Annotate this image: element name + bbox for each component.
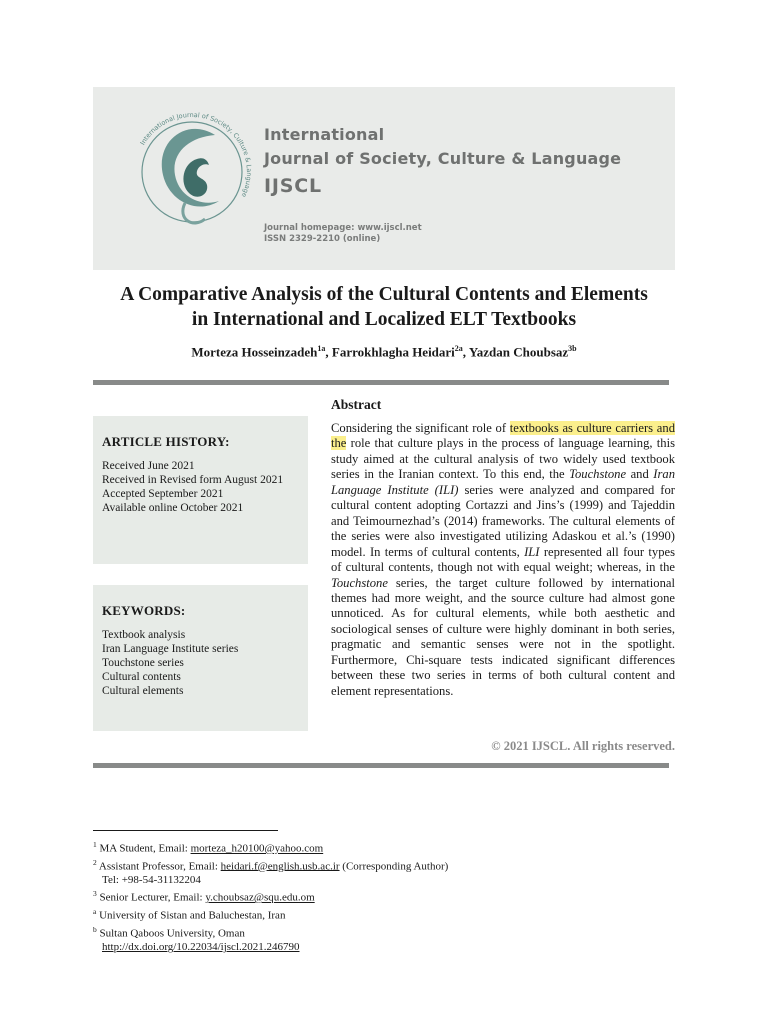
abstract-segment: Considering the significant role of [331,421,510,435]
keywords-heading: KEYWORDS: [102,603,186,618]
journal-abbreviation: IJSCL [264,175,322,197]
footnote-mark: 2 [93,857,97,867]
abstract-heading: Abstract [331,397,382,412]
footnote-text: Assistant Professor, Email: [96,860,221,873]
abstract-emphasis: Touchstone [331,575,388,590]
footnote-3 [93,887,693,905]
footnote-mark: b [93,924,97,934]
email-link[interactable]: morteza_h20100@yahoo.com [190,842,324,855]
keyword-item: Textbook analysis [102,629,186,641]
email-link[interactable]: heidari.f@english.usb.ac.ir [220,860,340,873]
logo-ring-text: International Journal of Society, Culture & Language [138,110,254,199]
abstract-emphasis: Touchstone [569,467,627,482]
keyword-item: Cultural contents [102,671,181,683]
author-list [84,344,684,360]
footnote-text: Senior Lecturer, Email: [96,891,206,904]
abstract-segment: series, the target culture followed by international themes had more weight, and the source culture had almost gone unnoticed. As for cultural elements, while both aesthetic and sociological senses of culture were highly dominant in both series, pragmatic and semantic senses were not in the spotlight. Furthermore, Chi-square tests indicated significant differences between these two series in terms of both cultural content and element representations. [331,575,675,698]
highlighted-text[interactable]: textbooks as culture carriers and the [331,421,675,451]
abstract-emphasis: Iran Language Institute (ILI) [331,467,675,497]
footnote-text: MA Student, Email: [96,842,191,855]
abstract-segment: series were analyzed and compared for cultural content adopting Cortazzi and Jins’s (1999) and Tajeddin and Teimournezhad’s (2014) frameworks. The cultural elements of the series were also investigated utilizing Adaskou et al.’s (1990) model. In terms of cultural contents, [331,482,675,559]
author-affiliation-mark: 2a [454,344,463,353]
abstract-segment: represented all four types of cultural contents, though not with equal weight; whereas, in the [331,544,675,575]
article-history-list [102,459,283,515]
journal-name-line1: International [264,125,385,144]
copyright-notice: © 2021 IJSCL. All rights reserved. [491,739,675,753]
author-affiliation-mark: 3b [568,344,577,353]
doi-link[interactable]: http://dx.doi.org/10.22034/ijscl.2021.246790 [102,941,300,954]
footnote-text: (Corresponding Author) [339,860,449,873]
history-item: Accepted September 2021 [102,488,224,500]
author-separator: , [325,344,332,360]
footnote-b [93,923,693,941]
history-item: Received June 2021 [102,460,195,472]
footnote-telephone: Tel: +98-54-31132204 [102,874,201,887]
journal-logo-icon [127,107,257,237]
footnote-divider [93,830,278,831]
abstract-emphasis: ILI [524,544,540,559]
paper-title [84,282,684,332]
abstract-segment: role that culture plays in the process of language learning, this study aimed at the cultural analysis of two widely used textbook series in the Iranian context. To this end, the [331,436,675,482]
author-name: Farrokhlagha Heidari [331,344,455,360]
journal-issn: ISSN 2329-2210 (online) [264,234,381,244]
author-name: Yazdan Choubsaz [468,344,569,360]
footnote-mark: a [93,906,97,916]
history-item: Available online October 2021 [102,502,244,514]
history-item: Received in Revised form August 2021 [102,474,284,486]
journal-name-line2: Journal of Society, Culture & Language [264,149,622,168]
section-divider-bottom [93,763,669,768]
article-history-heading: ARTICLE HISTORY: [102,434,230,449]
footnote-a [93,905,693,923]
author-affiliation-mark: 1a [317,344,326,353]
footnote-2 [93,856,693,874]
footnote-text: Sultan Qaboos University, Oman [96,927,245,940]
article-history-box [93,416,308,564]
paper-title-line1: A Comparative Analysis of the Cultural Contents and Elements [120,284,648,305]
keyword-item: Iran Language Institute series [102,643,239,655]
footnote-mark: 1 [93,840,97,849]
journal-homepage: Journal homepage: www.ijscl.net [264,223,422,233]
footnote-mark: 3 [93,889,97,899]
author-separator: , [462,344,469,360]
author-name: Morteza Hosseinzadeh [191,344,318,360]
footnote-text: University of Sistan and Baluchestan, Iran [96,909,286,922]
keywords-box [93,585,308,731]
keywords-list [102,628,238,698]
abstract-text [331,421,675,699]
keyword-item: Touchstone series [102,657,184,669]
journal-banner [93,87,675,270]
paper-title-line2: in International and Localized ELT Textbooks [191,309,577,330]
footnote-doi [93,940,693,954]
keyword-item: Cultural elements [102,685,184,697]
footnotes [93,838,693,954]
abstract-segment: and [626,467,654,482]
footnote-1 [93,838,693,856]
section-divider-top [93,380,669,385]
email-link[interactable]: y.choubsaz@squ.edu.om [205,891,315,904]
